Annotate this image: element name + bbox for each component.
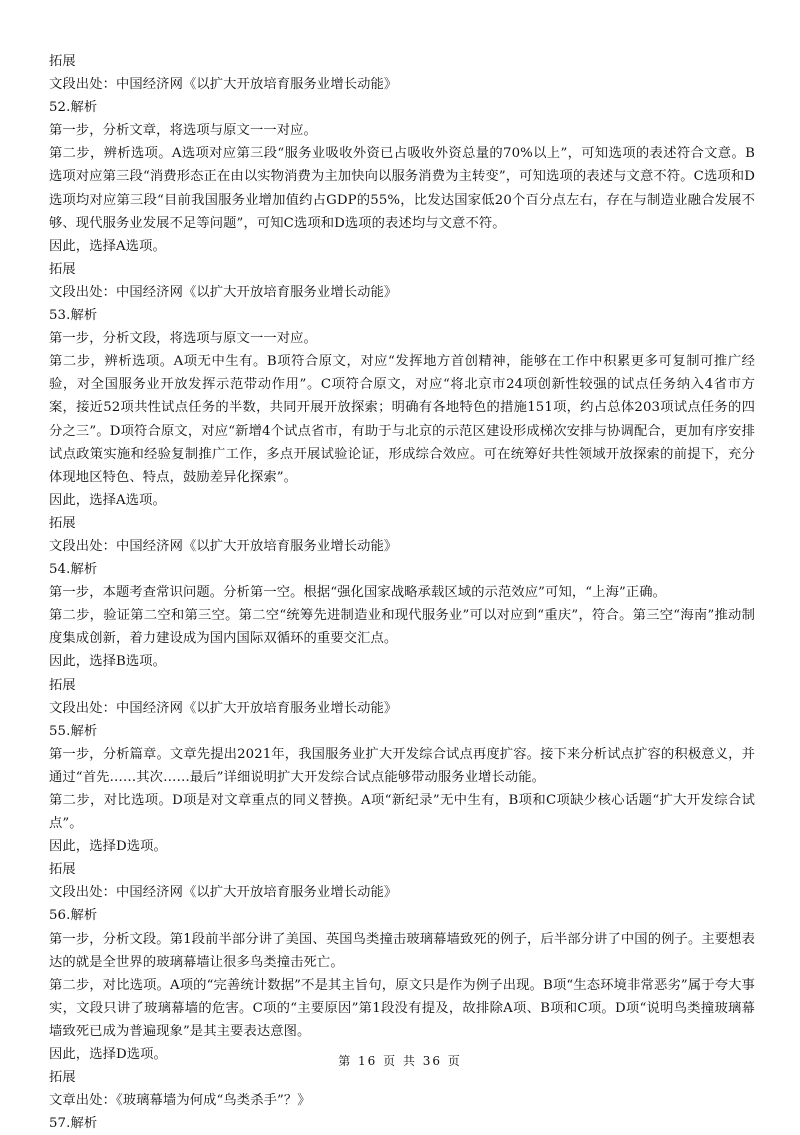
document-body [49, 50, 755, 1135]
question-heading: 52.解析 [49, 100, 98, 116]
paragraph: 第一步，分析文章，将选项与原文一一对应。 [49, 123, 317, 139]
source-citation: 文章出处：《玻璃幕墙为何成“鸟类杀手”？》 [49, 1093, 311, 1109]
source-citation: 文段出处：中国经济网《以扩大开放培育服务业增长动能》 [49, 538, 398, 554]
paragraph: 因此，选择A选项。 [49, 492, 166, 508]
section-label: 拓展 [49, 261, 76, 277]
paragraph: 因此，选择B选项。 [49, 654, 167, 670]
paragraph: 第一步，分析篇章。文章先提出2021年，我国服务业扩大开发综合试点再度扩容。接下来分析试点扩容的积极意义，并通过“首先……其次……最后”详细说明扩大开发综合试点能够带动服务业增长动能。 [49, 746, 755, 785]
page-number-footer: 第 16 页 共 36 页 [338, 1054, 462, 1068]
question-heading: 56.解析 [49, 908, 98, 924]
section-label: 拓展 [49, 862, 76, 878]
paragraph: 因此，选择D选项。 [49, 1047, 167, 1063]
paragraph: 第二步，对比选项。A项的“完善统计数据”不是其主旨句，原文只是作为例子出现。B项“生态环境非常恶劣”属于夸大事实，文段只讲了玻璃幕墙的危害。C项的“主要原因”第1段没有提及，故排除A项、B项和C项。D项“说明鸟类撞玻璃幕墙致死已成为普遍现象”是其主要表达意图。 [49, 977, 755, 1039]
paragraph: 第二步，对比选项。D项是对文章重点的同义替换。A项“新纪录”无中生有，B项和C项缺少核心话题“扩大开发综合试点”。 [49, 793, 755, 832]
question-heading: 54.解析 [49, 562, 98, 578]
paragraph: 第一步，本题考查常识问题。分析第一空。根据“强化国家战略承载区域的示范效应”可知，“上海”正确。 [49, 585, 667, 601]
paragraph: 第一步，分析文段。第1段前半部分讲了美国、英国鸟类撞击玻璃幕墙致死的例子，后半部分讲了中国的例子。主要想表达的就是全世界的玻璃幕墙让很多鸟类撞击死亡。 [49, 931, 755, 970]
section-label: 拓展 [49, 54, 76, 69]
question-heading: 57.解析 [49, 1116, 98, 1132]
section-label: 拓展 [49, 515, 76, 531]
section-label: 拓展 [49, 1070, 76, 1086]
question-heading: 53.解析 [49, 308, 98, 324]
paragraph: 第二步，验证第二空和第三空。第二空“统筹先进制造业和现代服务业”可以对应到“重庆”，符合。第三空“海南”推动制度集成创新，着力建设成为国内国际双循环的重要交汇点。 [49, 608, 755, 647]
paragraph: 因此，选择A选项。 [49, 238, 166, 254]
paragraph: 第二步，辨析选项。A选项对应第三段“服务业吸收外资已占吸收外资总量的70%以上”，可知选项的表述符合文意。B选项对应第三段“消费形态正在由以实物消费为主加快向以服务消费为主转变”，可知选项的表述与文意不符。C选项和D选项均对应第三段“目前我国服务业增加值约占GDP的55%，比发达国家低20个百分点左右，存在与制造业融合发展不够、现代服务业发展不足等问题”，可知C选项和D选项的表述均与文意不符。 [49, 146, 755, 231]
paragraph: 因此，选择D选项。 [49, 839, 167, 855]
section-label: 拓展 [49, 677, 76, 693]
source-citation: 文段出处：中国经济网《以扩大开放培育服务业增长动能》 [49, 700, 398, 716]
paragraph: 第一步，分析文段，将选项与原文一一对应。 [49, 331, 317, 347]
source-citation: 文段出处：中国经济网《以扩大开放培育服务业增长动能》 [49, 77, 398, 93]
question-heading: 55.解析 [49, 723, 98, 739]
source-citation: 文段出处：中国经济网《以扩大开放培育服务业增长动能》 [49, 885, 398, 901]
paragraph: 第二步，辨析选项。A项无中生有。B项符合原文，对应“发挥地方首创精神，能够在工作中积累更多可复制可推广经验，对全国服务业开放发挥示范带动作用”。C项符合原文，对应“将北京市24项创新性较强的试点任务纳入4省市方案，接近52项共性试点任务的半数，共同开展开放探索；明确有各地特色的措施151项，约占总体203项试点任务的四分之三”。D项符合原文，对应“新增4个试点省市，有助于与北京的示范区建设形成梯次安排与协调配合，更加有序安排试点政策实施和经验复制推广工作，多点开展试验论证，形成综合效应。可在统筹好共性领域开放探索的前提下，充分体现地区特色、特点，鼓励差异化探索”。 [49, 354, 755, 485]
source-citation: 文段出处：中国经济网《以扩大开放培育服务业增长动能》 [49, 284, 398, 300]
